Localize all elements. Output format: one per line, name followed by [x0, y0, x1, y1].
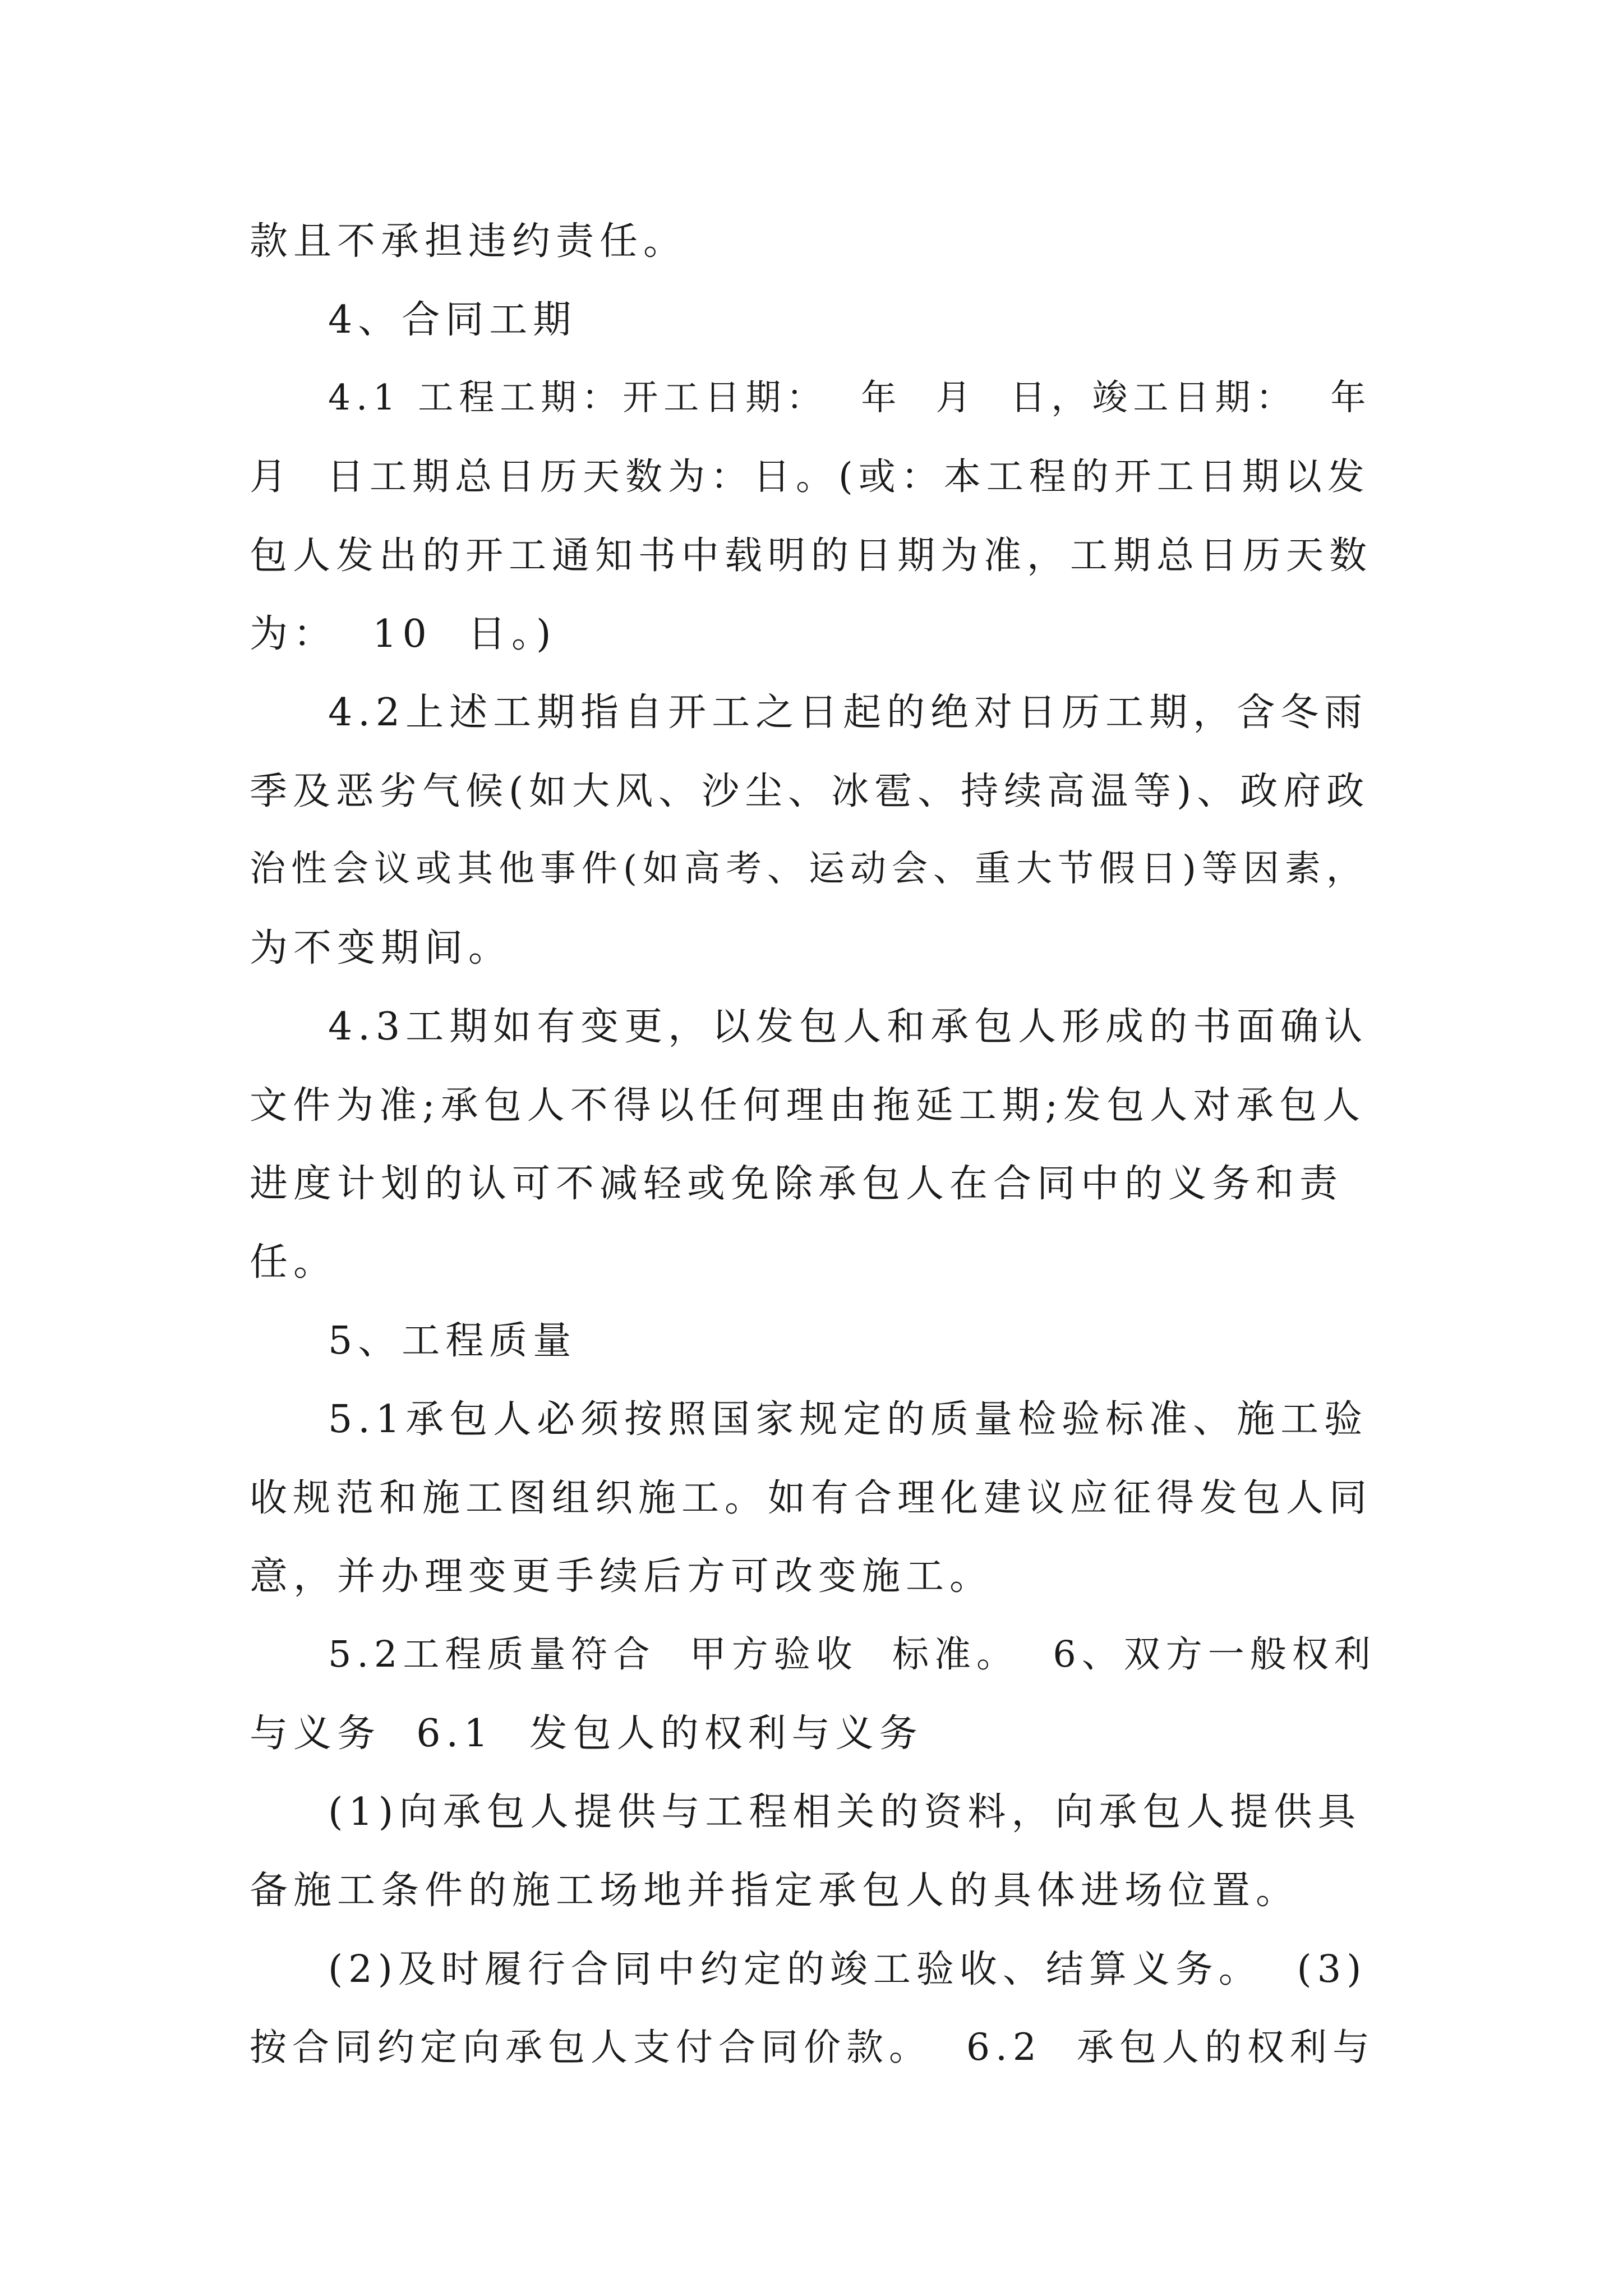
text-line: 月 日工期总日历天数为：日。(或：本工程的开工日期以发	[250, 455, 1370, 498]
text-line: 任。	[250, 1240, 338, 1285]
text-line: 备施工条件的施工场地并指定承包人的具体进场位置。	[250, 1869, 1300, 1913]
text-line: 为不变期间。	[250, 926, 513, 970]
text-line: 5.2工程质量符合 甲方验收 标准。 6、双方一般权利	[328, 1634, 1376, 1676]
text-line: 治性会议或其他事件(如高考、运动会、重大节假日)等因素，	[250, 848, 1368, 890]
text-line: 包人发出的开工通知书中载明的日期为准，工期总日历天数	[250, 533, 1372, 577]
text-line: 为： 10 日。)	[250, 612, 557, 656]
text-line: 5.1承包人必须按照国家规定的质量检验标准、施工验	[328, 1397, 1368, 1442]
text-line: 4.2上述工期指自开工之日起的绝对日历工期，含冬雨	[328, 691, 1368, 735]
text-line: 文件为准;承包人不得以任何理由拖延工期;发包人对承包人	[250, 1083, 1366, 1127]
section-heading: 4、合同工期	[328, 298, 577, 342]
text-line: (2)及时履行合同中约定的竣工验收、结算义务。 (3)	[328, 1947, 1367, 1991]
text-line: 意，并办理变更手续后方可改变施工。	[250, 1554, 994, 1599]
text-line: 4.1 工程工期：开工日期： 年 月 日，竣工日期： 年	[328, 377, 1372, 418]
section-heading: 5、工程质量	[328, 1319, 577, 1363]
text-line: 与义务 6.1 发包人的权利与义务	[250, 1711, 923, 1756]
text-line: 进度计划的认可不减轻或免除承包人在合同中的义务和责	[250, 1162, 1344, 1206]
text-line: 款且不承担违约责任。	[250, 219, 688, 264]
text-line: 季及恶劣气候(如大风、沙尘、冰雹、持续高温等)、政府政	[250, 769, 1370, 813]
text-line: (1)向承包人提供与工程相关的资料，向承包人提供具	[328, 1790, 1362, 1834]
text-line: 按合同约定向承包人支付合同价款。 6.2 承包人的权利与	[250, 2026, 1375, 2069]
text-line: 收规范和施工图组织施工。如有合理化建议应征得发包人同	[250, 1476, 1372, 1520]
text-line: 4.3工期如有变更，以发包人和承包人形成的书面确认	[328, 1005, 1368, 1049]
